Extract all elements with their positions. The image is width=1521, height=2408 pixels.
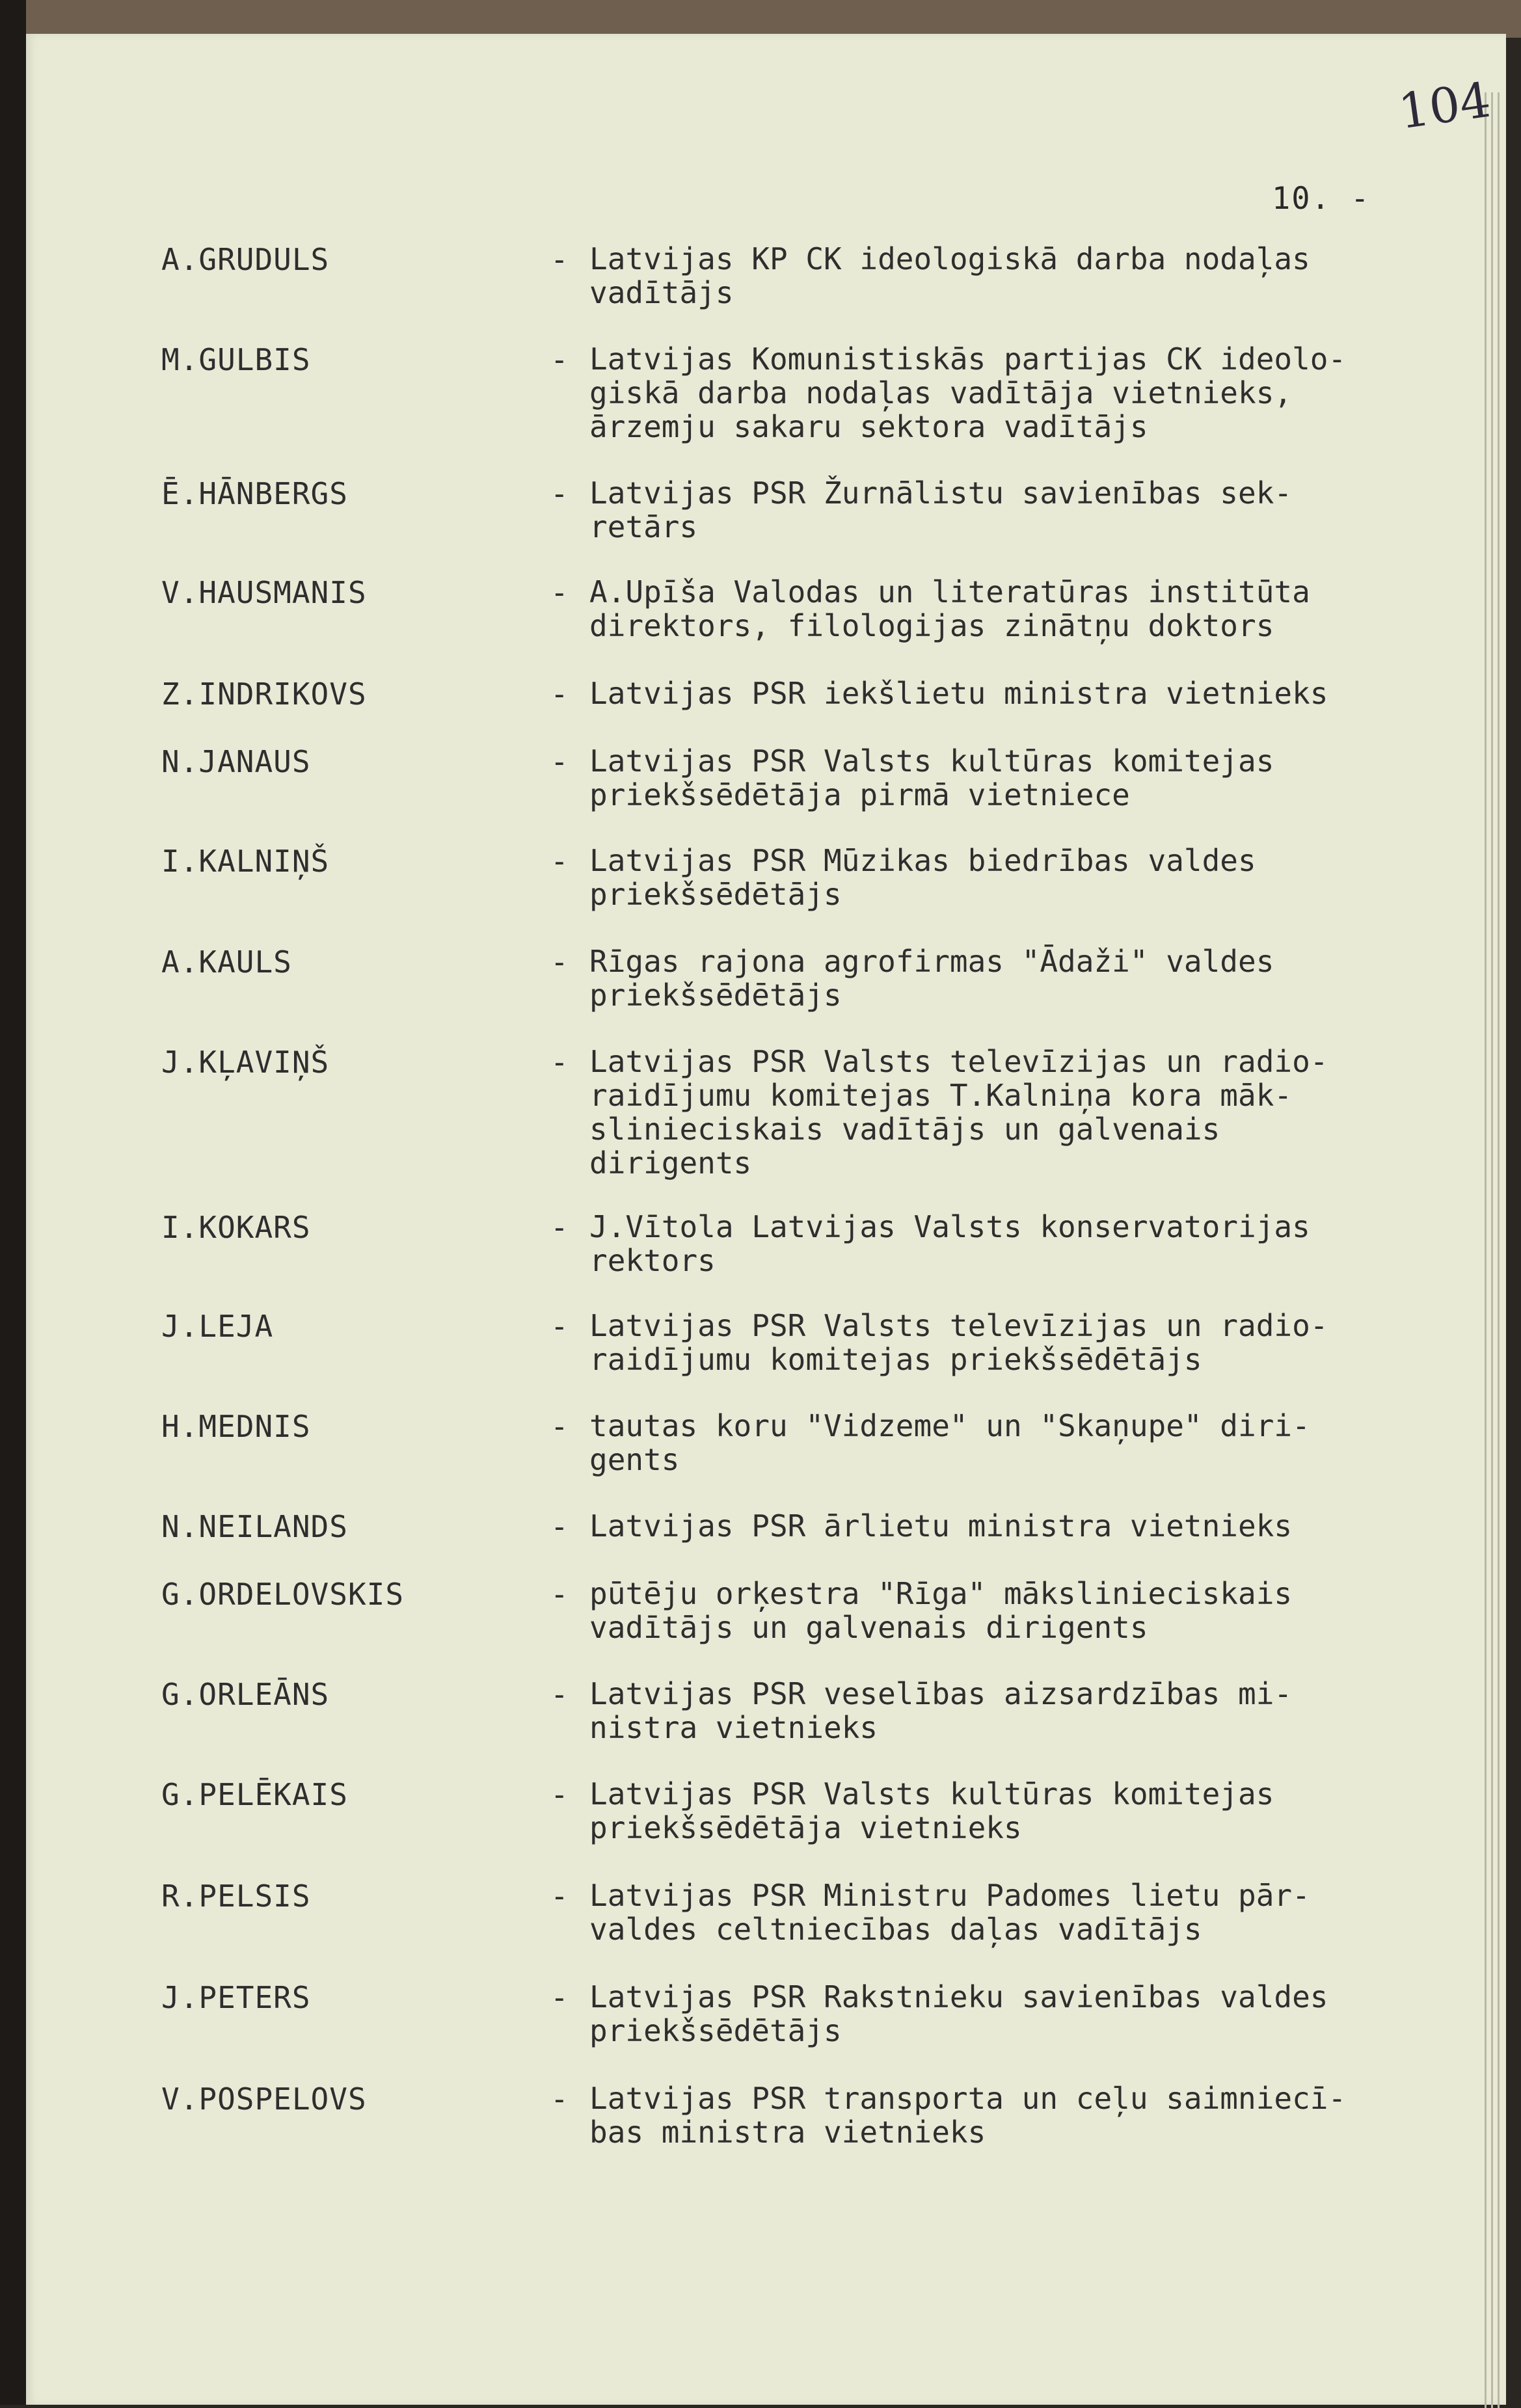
scanner-top-edge xyxy=(0,0,1521,38)
person-name: A.GRUDULS xyxy=(161,242,330,277)
person-name: G.PELĒKAIS xyxy=(161,1777,348,1812)
person-position: Latvijas PSR Žurnālistu savienības sek- retārs xyxy=(589,475,1293,544)
person-name: Z.INDRIKOVS xyxy=(161,676,367,712)
person-name: J.PETERS xyxy=(161,1980,311,2015)
person-name: A.KAULS xyxy=(161,944,292,980)
separator-dash: - xyxy=(550,476,569,511)
separator-dash: - xyxy=(550,242,569,277)
separator-dash: - xyxy=(550,342,569,377)
person-name: G.ORDELOVSKIS xyxy=(161,1577,405,1612)
person-name: J.LEJA xyxy=(161,1309,274,1344)
page-edge-line xyxy=(1498,92,1500,2408)
person-name: V.HAUSMANIS xyxy=(161,575,367,610)
person-position: Latvijas PSR Valsts televīzijas un radio- raidījumu komitejas priekšsēdētājs xyxy=(589,1308,1328,1377)
separator-dash: - xyxy=(550,1577,569,1612)
person-position: Rīgas rajona agrofirmas "Ādaži" valdes priekšsēdētājs xyxy=(589,944,1274,1013)
separator-dash: - xyxy=(550,1509,569,1544)
book-binding-edge xyxy=(0,0,26,2405)
person-name: J.KĻAVIŅŠ xyxy=(161,1045,330,1080)
handwritten-folio-number: 104 xyxy=(1395,72,1494,140)
separator-dash: - xyxy=(550,2081,569,2117)
person-name: N.JANAUS xyxy=(161,744,311,779)
person-name: Ē.HĀNBERGS xyxy=(161,476,348,511)
person-position: Latvijas PSR Valsts kultūras komitejas priekšsēdētāja vietnieks xyxy=(589,1776,1274,1845)
separator-dash: - xyxy=(550,1879,569,1914)
separator-dash: - xyxy=(550,1980,569,2015)
separator-dash: - xyxy=(550,1777,569,1812)
person-name: R.PELSIS xyxy=(161,1879,311,1914)
person-position: pūtēju orķestra "Rīga" mākslinieciskais vadītājs un galvenais dirigents xyxy=(589,1576,1293,1645)
person-position: Latvijas PSR veselības aizsardzības mi- nistra vietnieks xyxy=(589,1676,1293,1745)
separator-dash: - xyxy=(550,744,569,779)
separator-dash: - xyxy=(550,1210,569,1245)
separator-dash: - xyxy=(550,1309,569,1344)
person-position: Latvijas KP CK ideologiskā darba nodaļas vadītājs xyxy=(589,241,1310,310)
page-edge-line xyxy=(1485,92,1487,2408)
person-name: V.POSPELOVS xyxy=(161,2081,367,2117)
person-name: I.KALNIŅŠ xyxy=(161,844,330,879)
page-edge-line xyxy=(1491,92,1493,2408)
person-position: Latvijas PSR ārlietu ministra vietnieks xyxy=(589,1508,1293,1544)
person-position: Latvijas PSR Rakstnieku savienības valdes priekšsēdētājs xyxy=(589,1979,1328,2048)
separator-dash: - xyxy=(550,944,569,980)
person-position: tautas koru "Vidzeme" un "Skaņupe" diri- gents xyxy=(589,1408,1310,1477)
person-position: Latvijas PSR iekšlietu ministra vietnieks xyxy=(589,676,1328,711)
page-number: 10. - xyxy=(1272,181,1371,217)
person-position: Latvijas PSR Valsts kultūras komitejas priekšsēdētāja pirmā vietniece xyxy=(589,743,1274,812)
separator-dash: - xyxy=(550,575,569,610)
person-name: I.KOKARS xyxy=(161,1210,311,1245)
person-position: J.Vītola Latvijas Valsts konservatorijas rektors xyxy=(589,1209,1310,1278)
separator-dash: - xyxy=(550,1045,569,1080)
person-name: G.ORLEĀNS xyxy=(161,1677,330,1712)
separator-dash: - xyxy=(550,844,569,879)
person-name: N.NEILANDS xyxy=(161,1509,348,1544)
person-position: A.Upīša Valodas un literatūras institūta direktors, filologijas zinātņu doktors xyxy=(589,574,1310,643)
separator-dash: - xyxy=(550,1677,569,1712)
person-position: Latvijas Komunistiskās partijas CK ideolo- giskā darba nodaļas vadītāja vietnieks, ārzemju sakaru sektora vadītājs xyxy=(589,341,1347,444)
person-position: Latvijas PSR Ministru Padomes lietu pār- valdes celtniecības daļas vadītājs xyxy=(589,1878,1310,1947)
person-name: M.GULBIS xyxy=(161,342,311,377)
person-position: Latvijas PSR transporta un ceļu saimniecī- bas ministra vietnieks xyxy=(589,2081,1347,2150)
separator-dash: - xyxy=(550,676,569,712)
separator-dash: - xyxy=(550,1409,569,1444)
person-position: Latvijas PSR Valsts televīzijas un radio- raidījumu komitejas T.Kalniņa kora māk- slinieciskais vadītājs un galvenais dirigents xyxy=(589,1044,1328,1181)
person-name: H.MEDNIS xyxy=(161,1409,311,1444)
person-position: Latvijas PSR Mūzikas biedrības valdes priekšsēdētājs xyxy=(589,843,1256,912)
